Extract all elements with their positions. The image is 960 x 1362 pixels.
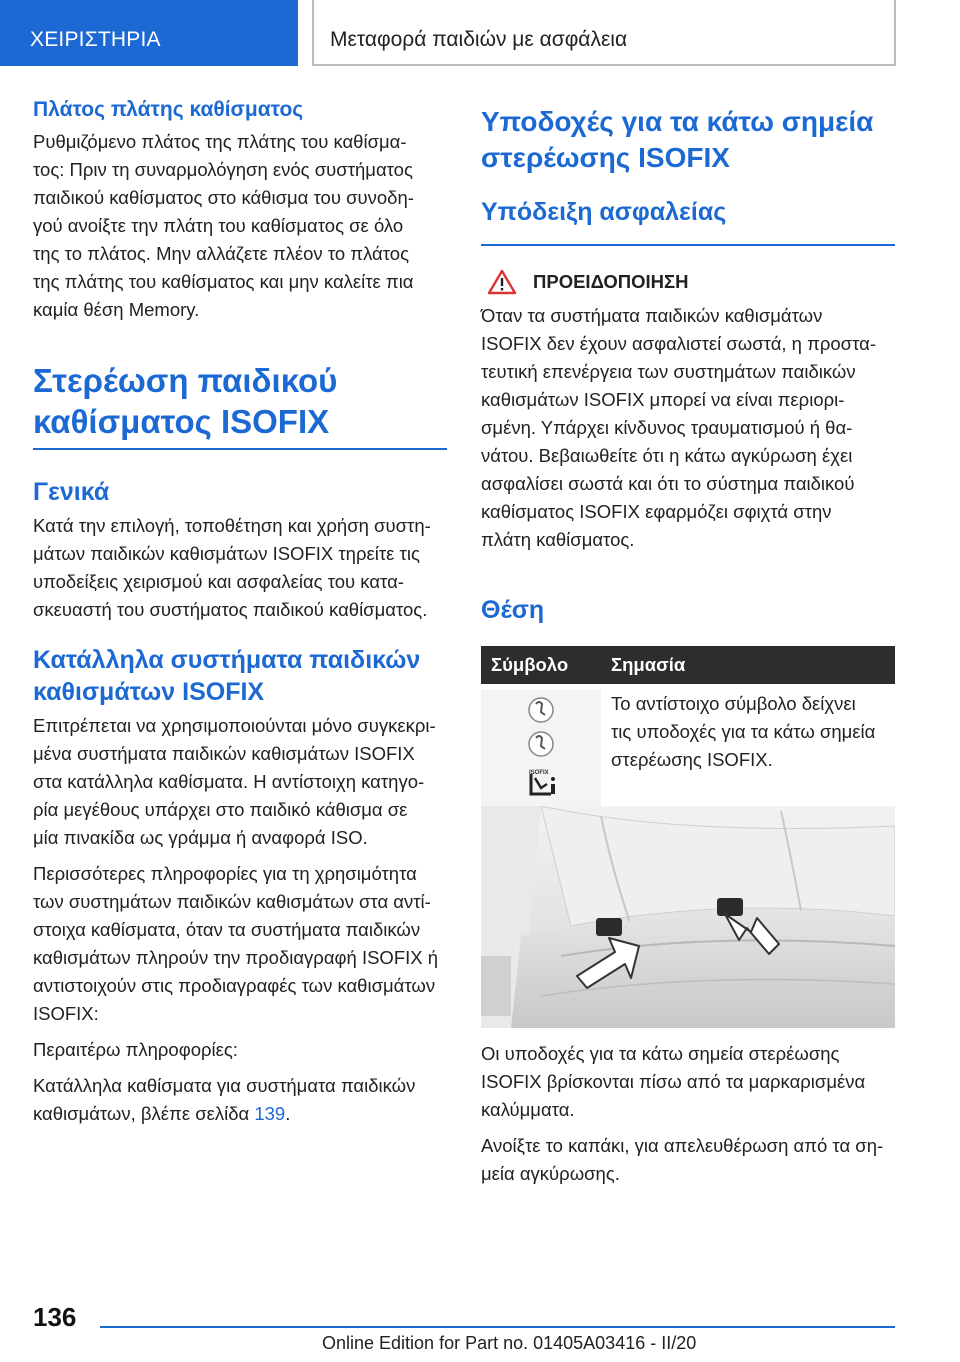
right-column (481, 96, 895, 823)
position-heading: Θέση (481, 596, 545, 624)
rear-seat-illustration (481, 806, 895, 1028)
isofix-heading: Στερέωση παιδικού καθίσματος ISOFIX (33, 362, 338, 440)
edition-text: Online Edition for Part no. 01405A03416 - II/20 (322, 1333, 697, 1353)
page-header (0, 0, 960, 66)
meaning-column-header: Σημασία (601, 646, 895, 684)
open-cover-text: Ανοίξτε το καπάκι, για απελευθέρωση από τα ση- μεία αγκύρωσης. (481, 1135, 884, 1184)
photo-caption-block (481, 1040, 895, 1188)
warning-title: ΠΡΟΕΙΔΟΠΟΙΗΣΗ (481, 268, 895, 296)
anchors-heading: Υποδοχές για τα κάτω σημεία στερέωσης ISOFIX (481, 106, 874, 173)
isofix-seat-icon (481, 690, 601, 810)
further-info-label: Περαιτέρω πληροφορίες: (33, 1039, 238, 1060)
symbol-cell (481, 684, 601, 810)
page-reference-link[interactable]: 139 (254, 1103, 286, 1124)
isofix-label: ISOFIX (529, 770, 549, 776)
photo-caption: Οι υποδοχές για τα κάτω σημεία στερέωσης ISOFIX βρίσκονται πίσω από τα μαρκαρισμένα καλύμματα. (481, 1043, 866, 1120)
table-header-row (481, 646, 895, 684)
left-column (33, 96, 447, 1128)
backrest-width-heading: Πλάτος πλάτης καθίσματος (33, 98, 304, 121)
symbol-column-header: Σύμβολο (481, 646, 601, 684)
suitable-systems-heading: Κατάλληλα συστήματα παιδικών καθισμάτων ISOFIX (33, 646, 421, 706)
general-heading: Γενικά (33, 478, 110, 506)
more-info-text: Περισσότερες πληροφορίες για τη χρησιμότητα των συστημάτων παιδικών καθισμάτων στα αντί- στοιχα καθίσματα, όταν τα συστήματα παιδικών καθισμάτων πληρούν την προδιαγραφή ISOFIX ή αντιστοιχούν στις προδιαγραφές των καθισμάτων ISOFIX: (33, 863, 439, 1024)
footer-divider (100, 1326, 895, 1328)
backrest-width-text: Ρυθμιζόμενο πλάτος της πλάτης του καθίσμα- τος: Πριν τη συναρμολόγηση ενός συστήματος παιδικού καθίσματος στο κάθισμα του συνοδη- γού ανοίξτε την πλάτη του καθίσματος σε όλο της το πλάτος. Μην αλλάζετε πλέον το πλάτος της πλάτης του καθίσματος και μην καλείτε πια καμία θέση Memory. (33, 131, 414, 320)
safety-heading: Υπόδειξη ασφαλείας (481, 198, 727, 226)
page-number: 136 (33, 1302, 77, 1332)
page-reference: Κατάλληλα καθίσματα για συστήματα παιδικών καθισμάτων, βλέπε σελίδα 139. (33, 1075, 416, 1124)
chapter-title: Μεταφορά παιδιών με ασφάλεια (312, 0, 896, 66)
isofix-symbols (481, 690, 601, 810)
meaning-cell: Το αντίστοιχο σύμβολο δείχνει τις υποδοχές για τα κάτω σημεία στερέωσης ISOFIX. (611, 693, 876, 770)
isofix-anchors-photo (481, 806, 895, 1028)
warning-text: Όταν τα συστήματα παιδικών καθισμάτων ISOFIX δεν έχουν ασφαλιστεί σωστά, η προστα- τευτική επενέργεια των συστημάτων παιδικών καθισμάτων ISOFIX μπορεί να είναι περιορι- σμένη. Υπάρχει κίνδυνος τραυματισμού ή θα- νάτου. Βεβαιωθείτε ότι η κάτω αγκύρωση έχει ασφαλίσει σωστά και ότι το σύστημα παιδικού καθίσματος ISOFIX εφαρμόζει σφιχτά στην πλάτη καθίσματος. (481, 305, 876, 550)
heading-divider (33, 448, 447, 450)
warning-block (481, 268, 895, 554)
suitable-systems-text: Επιτρέπεται να χρησιμοποιούνται μόνο συγκεκρι- μένα συστήματα παιδικών καθισμάτων ISOFIX στα κατάλληλα καθίσματα. Η αντίστοιχη κατηγο- ρία μεγέθους υπάρχει στο παιδικό κάθισμα σε μία πινακίδα ως γράμμα ή αναφορά ISO. (33, 715, 436, 848)
warning-top-rule (481, 244, 895, 246)
warning-triangle-icon (487, 269, 517, 295)
table-row (481, 684, 895, 810)
section-tab: ΧΕΙΡΙΣΤΗΡΙΑ (0, 0, 298, 66)
general-text: Κατά την επιλογή, τοποθέτηση και χρήση συστη- μάτων παιδικών καθισμάτων ISOFIX τηρείτε τις υποδείξεις χειρισμού και ασφαλείας του κατα- σκευαστή του συστήματος παιδικού καθίσματος. (33, 515, 431, 620)
symbol-table (481, 646, 895, 810)
